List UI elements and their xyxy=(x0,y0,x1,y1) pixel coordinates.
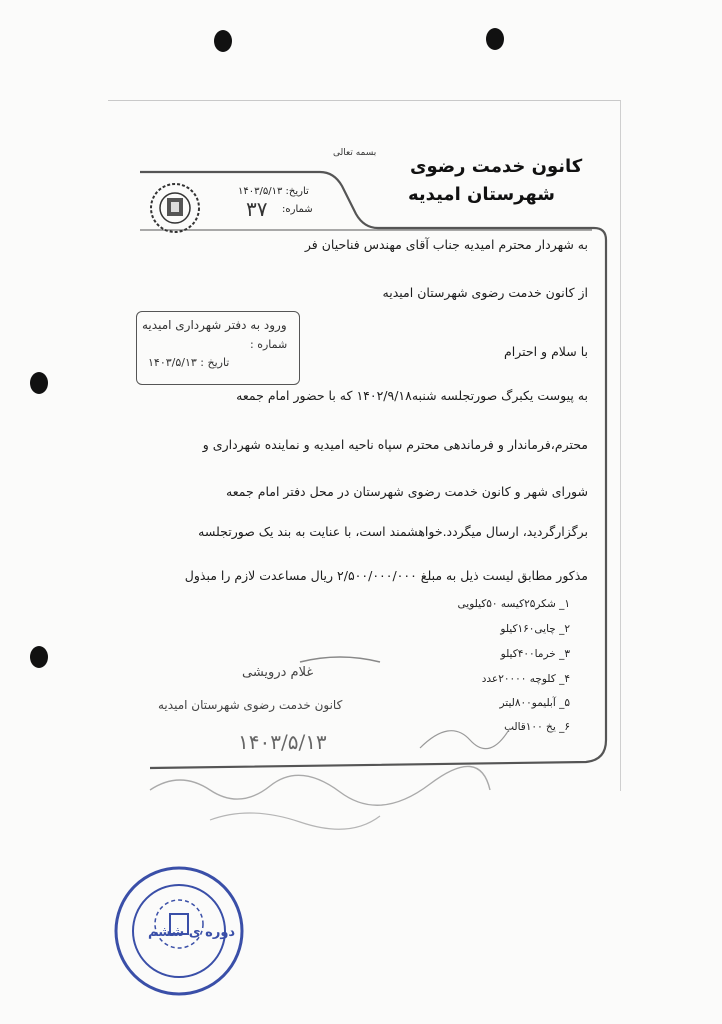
sender-line: از کانون خدمت رضوی شهرستان امیدیه xyxy=(382,285,588,300)
list-item: ۳_ خرما۴۰۰کیلو xyxy=(500,648,570,660)
body-line: محترم،فرماندار و فرماندهی محترم سپاه ناحیه امیدیه و نماینده شهرداری و xyxy=(202,437,588,452)
receipt-stamp-number-label: شماره : xyxy=(250,338,288,351)
receipt-stamp-date: تاریخ : ۱۴۰۳/۵/۱۳ xyxy=(148,356,230,369)
signatory-organization: کانون خدمت رضوی شهرستان امیدیه xyxy=(158,698,343,712)
body-line: به پیوست یکبرگ صورتجلسه شنبه۱۴۰۲/۹/۱۸ که با حضور امام جمعه xyxy=(236,388,588,403)
basmala-text: بسمه تعالی xyxy=(333,148,377,158)
list-item: ۶_ یخ ۱۰۰قالب xyxy=(504,721,570,733)
list-item: ۴_ کلوچه ۲۰۰۰۰عدد xyxy=(481,673,570,685)
signatory-name: غلام درویشی xyxy=(242,665,314,680)
number-label: شماره: xyxy=(282,204,313,215)
list-item: ۱_ شکر۲۵کیسه ۵۰کیلویی xyxy=(457,598,570,610)
greeting-line: با سلام و احترام xyxy=(504,344,588,359)
council-seal-text: دوره ی ششم xyxy=(148,925,236,940)
org-name-line1: کانون خدمت رضوی xyxy=(410,156,583,177)
receipt-stamp-title: ورود به دفتر شهرداری امیدیه xyxy=(142,318,287,332)
org-name-line2: شهرستان امیدیه xyxy=(408,184,555,205)
date-label: تاریخ: ۱۴۰۳/۵/۱۳ xyxy=(238,186,309,197)
body-line: شورای شهر و کانون خدمت رضوی شهرستان در محل دفتر امام جمعه xyxy=(226,484,588,499)
body-line: مذکور مطابق لیست ذیل به مبلغ ۲/۵۰۰/۰۰۰/۰۰۰ ریال مساعدت لازم را مبذول xyxy=(184,568,588,583)
handwritten-date: ۱۴۰۳/۵/۱۳ xyxy=(238,730,327,754)
list-item: ۲_ چایی۱۶۰کیلو xyxy=(500,623,570,635)
letter-number-handwritten: ۳۷ xyxy=(246,197,268,221)
recipient-line: به شهردار محترم امیدیه جناب آقای مهندس فناحیان فر xyxy=(304,237,588,252)
body-line: برگزارگردید، ارسال میگردد.خواهشمند است، با عنایت به بند یک صورتجلسه xyxy=(198,524,588,539)
list-item: ۵_ آبلیمو۸۰۰لیتر xyxy=(499,697,570,709)
